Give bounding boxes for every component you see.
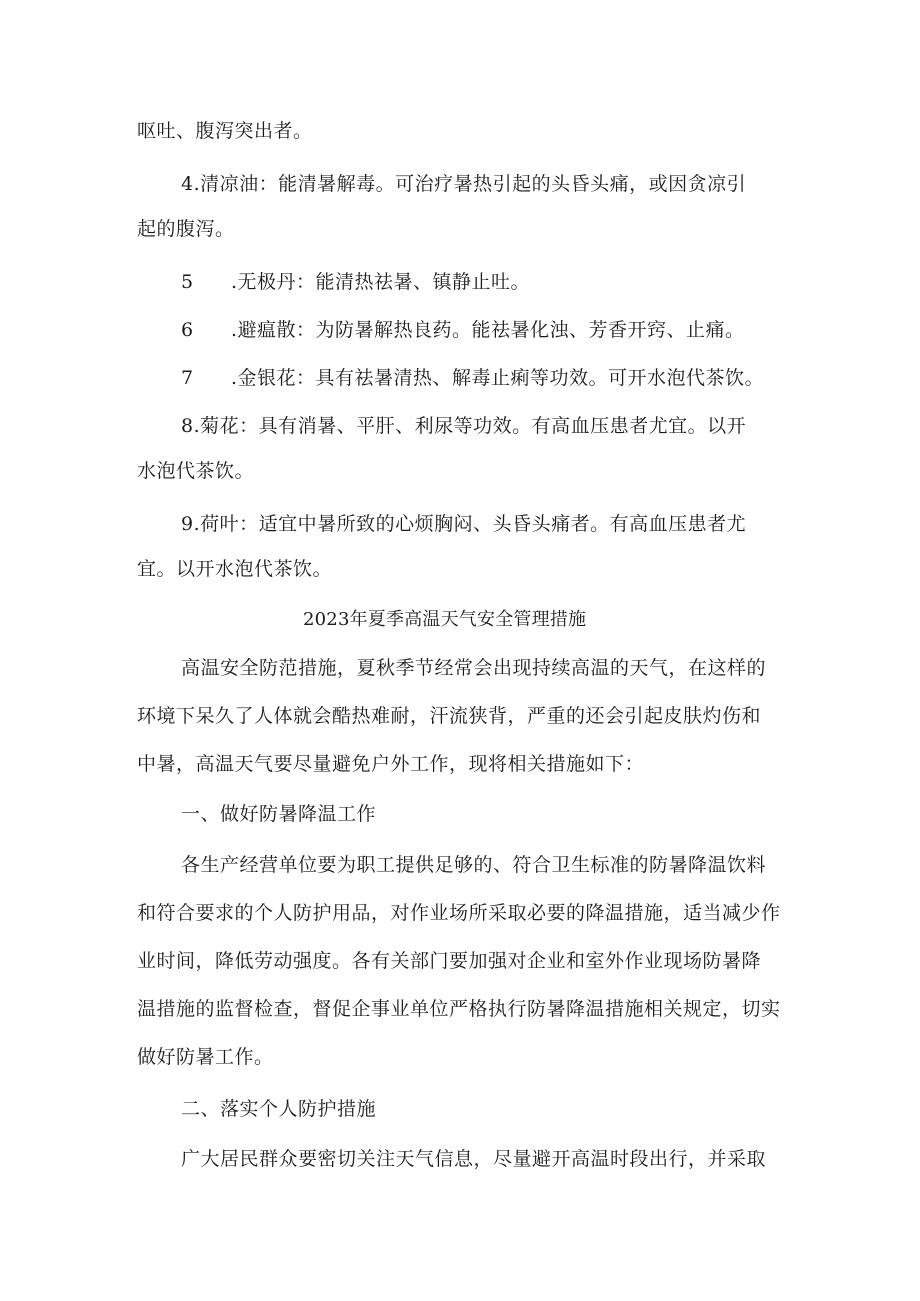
list-item-number: 6 — [181, 319, 194, 341]
list-item-4 — [181, 172, 746, 196]
list-item-number: 5 — [181, 271, 194, 293]
heading-1: 一、做好防暑降温工作 — [181, 803, 377, 825]
list-item-text: .金银花：具有祛暑清热、解毒止痢等功效。可开水泡代茶饮。 — [231, 367, 765, 389]
section-title: 2023年夏季高温天气安全管理措施 — [303, 609, 587, 630]
list-item-text: .荷叶：适宜中暑所致的心烦胸闷、头昏头痛者。有高血压患者尤 — [193, 513, 747, 535]
list-item-number: 8 — [181, 415, 194, 437]
para-1-line: 做好防暑工作。 — [137, 1046, 274, 1068]
intro-line: 环境下呆久了人体就会酷热难耐，汗流狭背，严重的还会引起皮肤灼伤和 — [137, 705, 762, 727]
para-1-line: 温措施的监督检查，督促企事业单位严格执行防暑降温措施相关规定，切实 — [137, 998, 781, 1020]
list-item-text: .菊花：具有消暑、平肝、利尿等功效。有高血压患者尤宜。以开 — [193, 415, 747, 437]
list-item-5 — [181, 270, 530, 294]
list-item-8 — [181, 414, 746, 438]
para-1-line: 业时间，降低劳动强度。各有关部门要加强对企业和室外作业现场防暑降 — [137, 950, 762, 972]
para-1-line: 和符合要求的个人防护用品，对作业场所采取必要的降温措施，适当减少作 — [137, 902, 781, 924]
intro-line: 高温安全防范措施，夏秋季节经常会出现持续高温的天气，在这样的 — [181, 657, 767, 679]
list-item-6 — [181, 318, 745, 342]
list-item-text: .清凉油：能清暑解毒。可治疗暑热引起的头昏头痛，或因贪凉引 — [193, 173, 747, 195]
list-item-text: .避瘟散：为防暑解热良药。能祛暑化浊、芳香开窍、止痛。 — [231, 319, 745, 341]
para-1-line: 各生产经营单位要为职工提供足够的、符合卫生标准的防暑降温饮料 — [181, 854, 767, 876]
list-item-9-continuation: 宜。以开水泡代茶饮。 — [137, 558, 333, 580]
list-item-number: 9 — [181, 513, 194, 535]
list-item-8-continuation: 水泡代茶饮。 — [137, 460, 255, 482]
intro-line: 中暑，高温天气要尽量避免户外工作，现将相关措施如下： — [137, 753, 645, 775]
list-item-7 — [181, 366, 764, 390]
list-item-text: .无极丹：能清热祛暑、镇静止吐。 — [231, 271, 531, 293]
list-item-number: 4 — [181, 173, 194, 195]
para-2-line: 广大居民群众要密切关注天气信息，尽量避开高温时段出行，并采取 — [181, 1148, 767, 1170]
list-item-4-continuation: 起的腹泻。 — [137, 218, 235, 240]
text-line: 呕吐、腹泻突出者。 — [137, 120, 313, 142]
list-item-9 — [181, 512, 746, 536]
heading-2: 二、落实个人防护措施 — [181, 1098, 377, 1120]
list-item-number: 7 — [181, 367, 194, 389]
